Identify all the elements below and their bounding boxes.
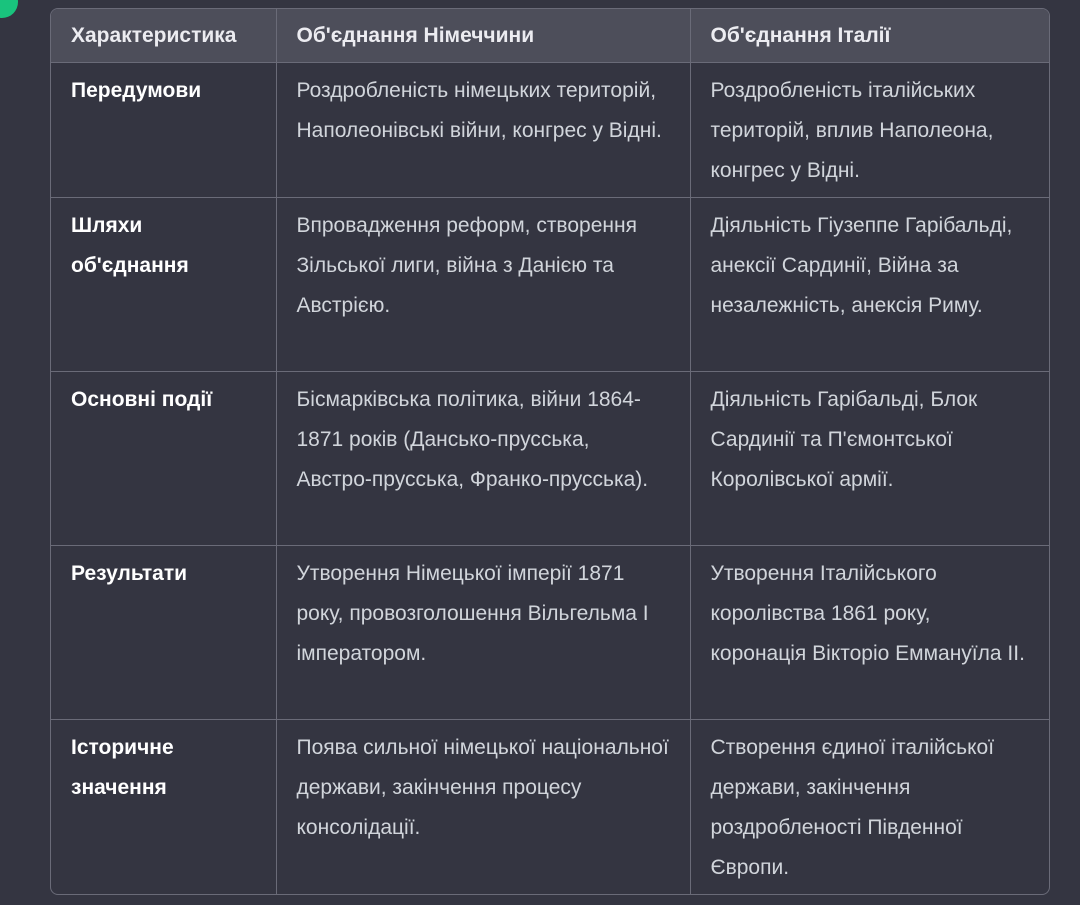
- header-germany: Об'єднання Німеччини: [276, 9, 690, 63]
- table-row: [51, 546, 1049, 720]
- table-row: [51, 372, 1049, 546]
- table-row: [51, 63, 1049, 198]
- comparison-table: [51, 9, 1049, 894]
- row-label: Шляхи об'єднання: [51, 198, 276, 372]
- row-label: Передумови: [51, 63, 276, 198]
- table-header-row: [51, 9, 1049, 63]
- row-label: Результати: [51, 546, 276, 720]
- header-characteristic: Характеристика: [51, 9, 276, 63]
- assistant-avatar: [0, 0, 18, 18]
- italy-cell: Діяльність Гарібальді, Блок Сардинії та П'ємонтської Королівської армії.: [690, 372, 1049, 546]
- header-italy: Об'єднання Італії: [690, 9, 1049, 63]
- germany-cell: Впровадження реформ, створення Зільської лиги, війна з Данією та Австрією.: [276, 198, 690, 372]
- germany-cell: Бісмарківська політика, війни 1864-1871 років (Дансько-прусська, Австро-прусська, Франко-прусська).: [276, 372, 690, 546]
- italy-cell: Діяльність Гіузеппе Гарібальді, анексії Сардинії, Війна за незалежність, анексія Риму.: [690, 198, 1049, 372]
- italy-cell: Створення єдиної італійської держави, закінчення роздробленості Південної Європи.: [710, 736, 995, 879]
- row-label: Історичне значення: [51, 720, 276, 895]
- italy-cell: Утворення Італійського королівства 1861 року, коронація Вікторіо Еммануїла II.: [690, 546, 1049, 720]
- comparison-table-container: [50, 8, 1050, 895]
- table-row: [51, 198, 1049, 372]
- germany-cell: Роздробленість німецьких територій, Наполеонівські війни, конгрес у Відні.: [276, 63, 690, 198]
- germany-cell: Утворення Німецької імперії 1871 року, провозголошення Вільгельма I імператором.: [276, 546, 690, 720]
- table-row: [51, 720, 1049, 895]
- italy-cell: Роздробленість італійських територій, вплив Наполеона, конгрес у Відні.: [690, 63, 1049, 198]
- germany-cell: Поява сильної німецької національної держави, закінчення процесу консолідації.: [276, 720, 690, 895]
- row-label: Основні події: [51, 372, 276, 546]
